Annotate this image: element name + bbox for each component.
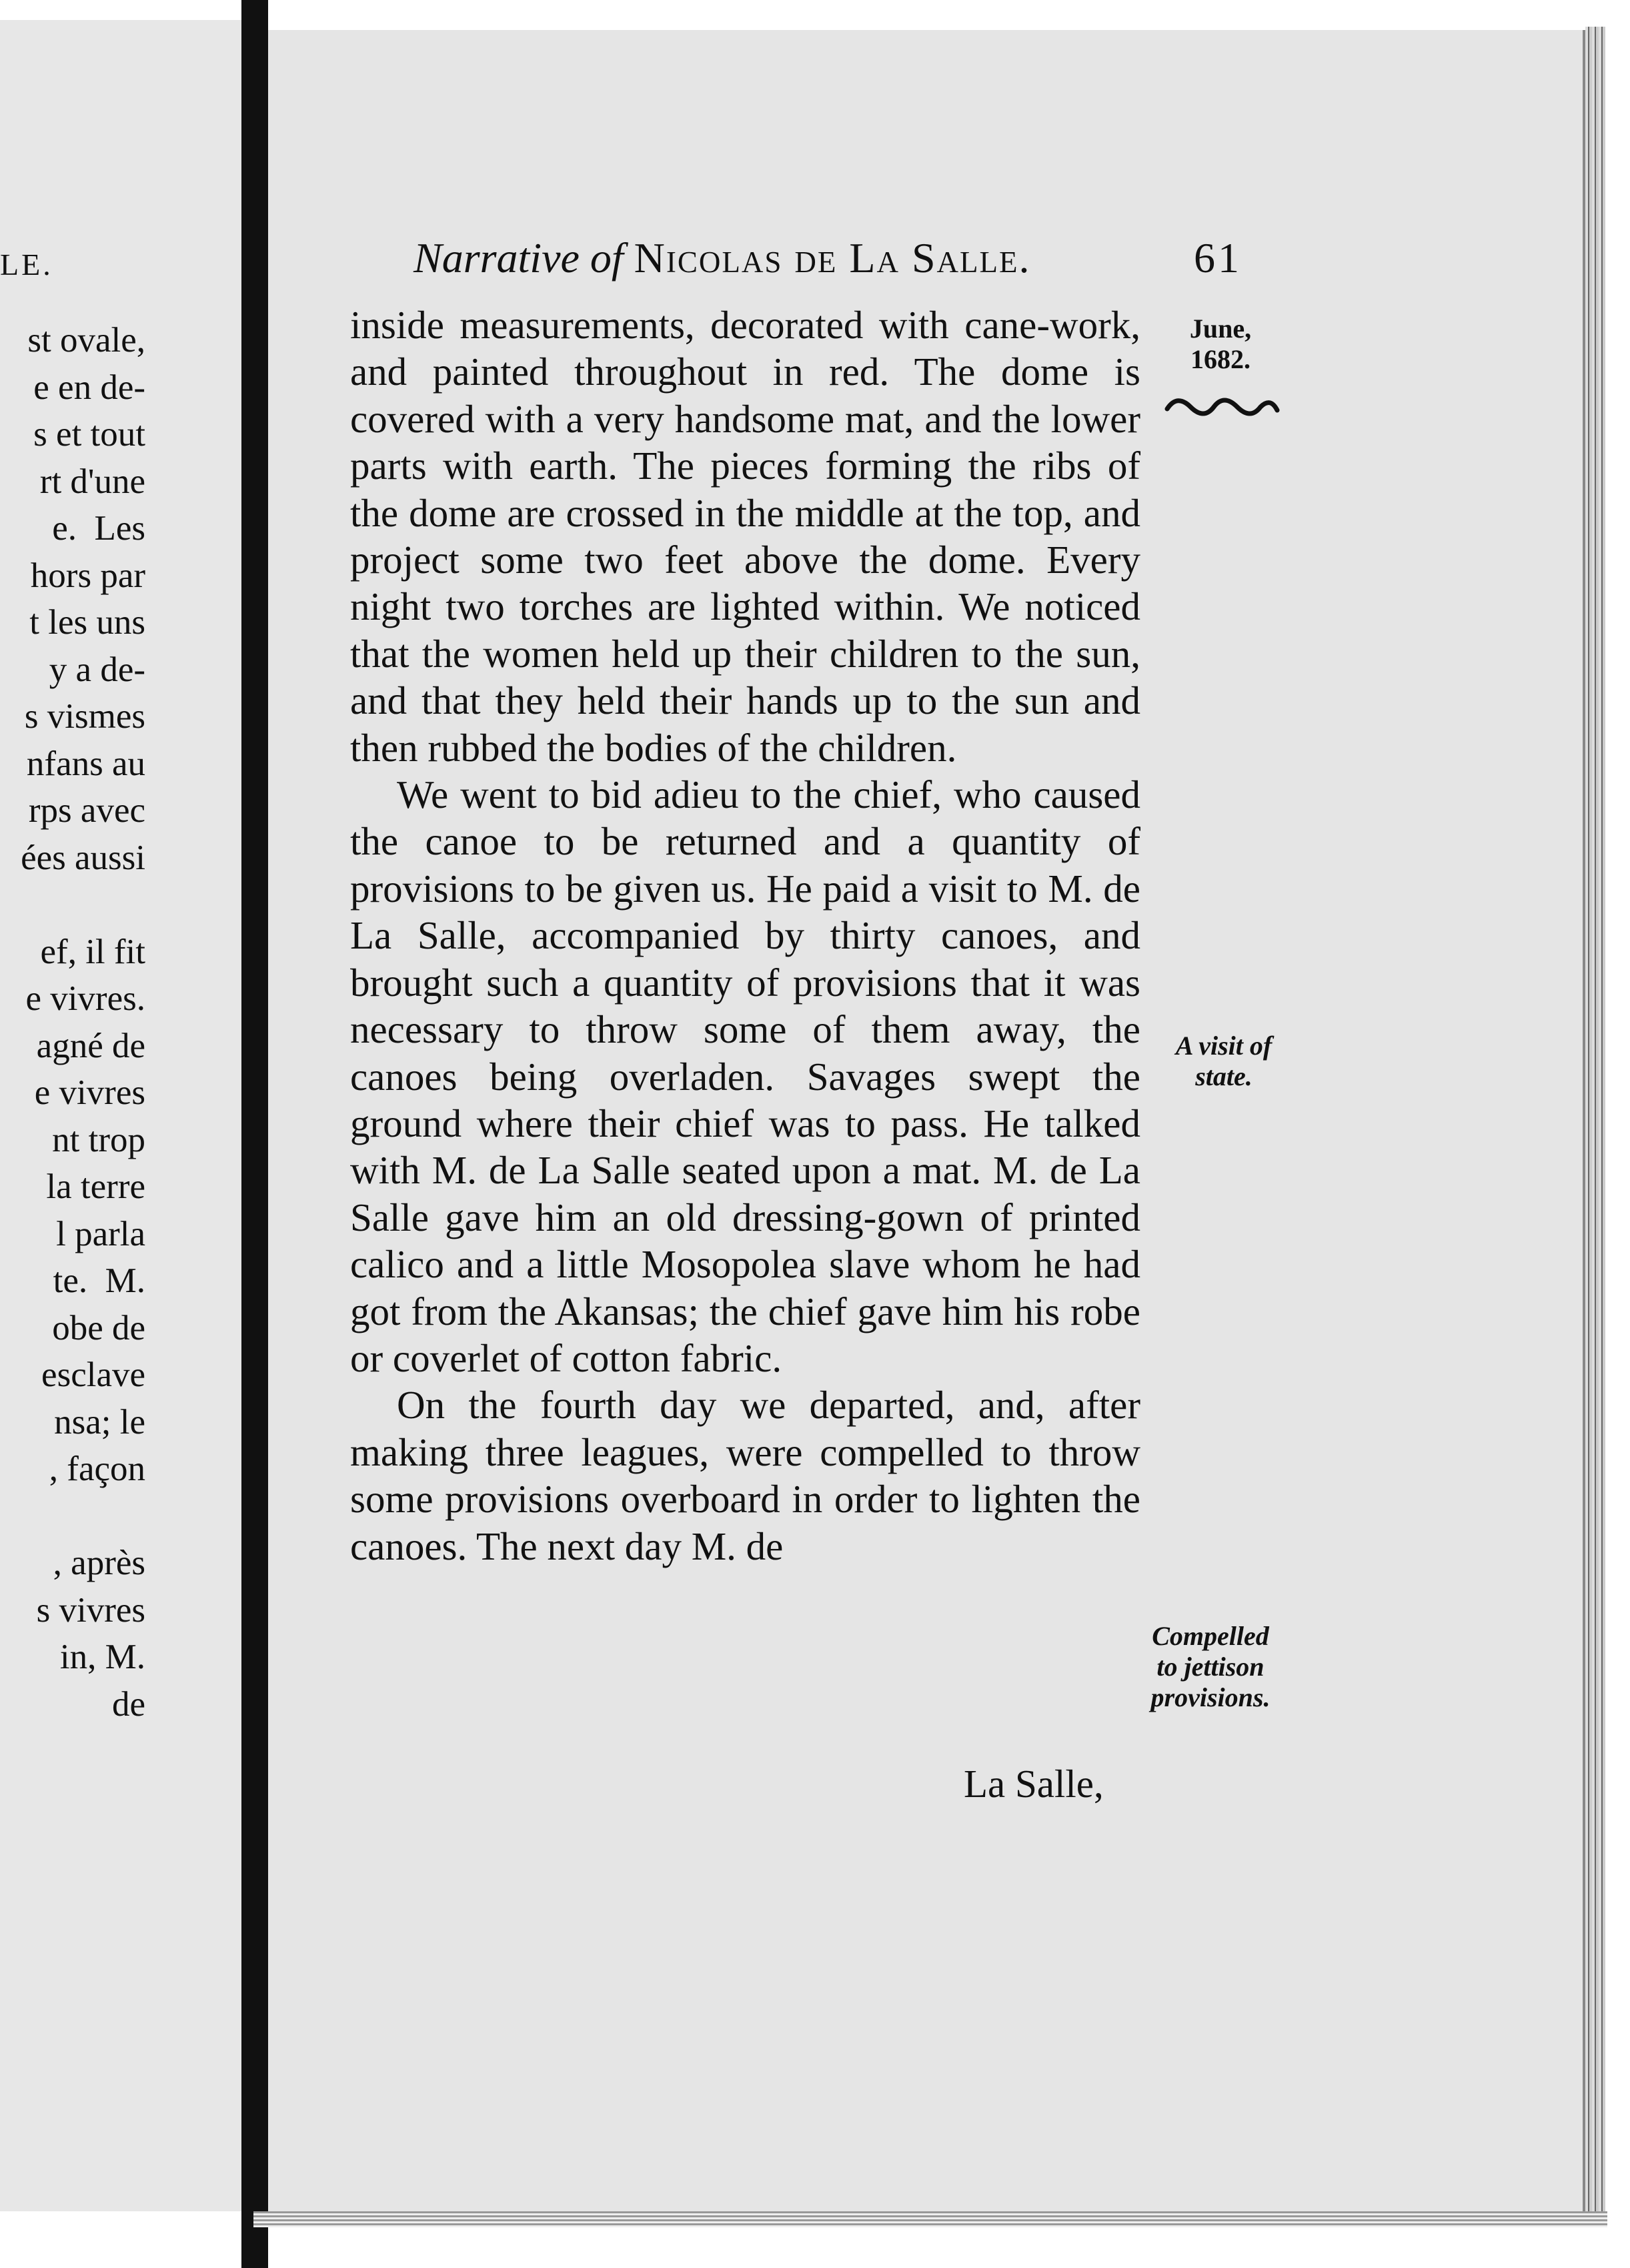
compelled-line-2: to jettison <box>1156 1652 1265 1682</box>
running-head-name: Nicolas de La Salle. <box>634 234 1031 281</box>
margin-note-visit <box>1150 1031 1297 1092</box>
left-page-line: de <box>111 1684 145 1724</box>
paragraph: We went to bid adieu to the chief, who caused the canoe to be returned and a quantity of provisions to be given us. He paid a visit to M. de La Salle, accompanied by thirty canoes, and brought such a quantity of provisions that it was necessary to throw some of them away, the canoes being overladen. Savages swept the ground where their chief was to pass. He talked with M. de La Salle seated upon a mat. M. de La Salle gave him an old dressing-gown of printed calico and a little Mosopolea slave whom he had got from the Akansas; the chief gave him his robe or coverlet of cotton fabric. <box>350 772 1140 1380</box>
visit-line-2: state. <box>1195 1061 1253 1091</box>
left-page-line: e vivres. <box>25 979 145 1018</box>
catchword: La Salle, <box>964 1762 1104 1806</box>
left-page-line: s vismes <box>24 697 145 736</box>
date-month: June, <box>1189 314 1252 344</box>
left-page-line: hors par <box>30 556 145 595</box>
left-page-line: s et tout <box>33 415 145 454</box>
left-page-fragment <box>0 20 243 2211</box>
left-page-line: e vivres <box>34 1073 145 1112</box>
left-page-line: nfans au <box>26 744 145 783</box>
left-page-line: in, M. <box>59 1638 145 1676</box>
left-page-line: agné de <box>36 1026 145 1065</box>
left-running-head: LE. <box>0 247 53 281</box>
date-year: 1682. <box>1190 344 1251 374</box>
left-page-line <box>0 881 145 929</box>
left-page-line: obe de <box>52 1308 145 1347</box>
page-bottom-edge <box>253 2211 1607 2227</box>
running-head <box>414 233 1241 283</box>
left-page-line: y a de- <box>49 650 145 689</box>
left-page-line: rt d'une <box>39 462 145 501</box>
left-page-line: s vivres <box>36 1590 145 1630</box>
left-page-line: nsa; le <box>54 1402 145 1442</box>
left-page-text <box>0 317 145 1728</box>
left-page-line: t les uns <box>29 603 145 642</box>
left-page-line: e en de- <box>33 368 145 407</box>
left-page-line: e. Les <box>52 509 145 548</box>
swash-ornament <box>1164 390 1281 424</box>
body-text <box>350 302 1140 1570</box>
left-page-line: la terre <box>46 1167 145 1206</box>
left-page-line <box>0 1493 145 1540</box>
left-page-line: ef, il fit <box>40 932 145 971</box>
left-page-line: st ovale, <box>27 321 145 360</box>
compelled-line-1: Compelled <box>1152 1621 1269 1651</box>
left-page-line: , façon <box>49 1450 145 1488</box>
margin-note-date <box>1174 314 1267 375</box>
paragraph: On the fourth day we departed, and, after making three leagues, were compelled to throw some provisions overboard in order to lighten the canoes. The next day M. de <box>350 1383 1140 1568</box>
left-page-line: esclave <box>41 1355 145 1394</box>
left-page-line: , après <box>53 1544 145 1582</box>
running-head-prefix: Narrative of <box>414 234 624 281</box>
book-gutter <box>241 0 268 2268</box>
left-page-line: rps avec <box>28 791 145 830</box>
left-page-line: nt trop <box>52 1120 145 1159</box>
visit-line-1: A visit of <box>1175 1031 1273 1061</box>
page-number: 61 <box>1194 234 1242 281</box>
left-page-line: ées aussi <box>21 838 145 877</box>
page-edge <box>1585 27 1605 2221</box>
left-page-line: te. M. <box>53 1261 145 1300</box>
paragraph: inside measurements, decorated with cane-work, and painted throughout in red. The dome is covered with a very handsome mat, and the lower parts with earth. The pieces forming the ribs of the dome are crossed in the middle at the top, and project some two feet above the dome. Every night two torches are lighted within. We noticed that the women held up their children to the sun, and that they held their hands up to the sun and then rubbed the bodies of the children. <box>350 303 1140 770</box>
left-page-line: l parla <box>56 1214 145 1253</box>
margin-note-compelled <box>1140 1621 1281 1713</box>
compelled-line-3: provisions. <box>1150 1682 1271 1712</box>
